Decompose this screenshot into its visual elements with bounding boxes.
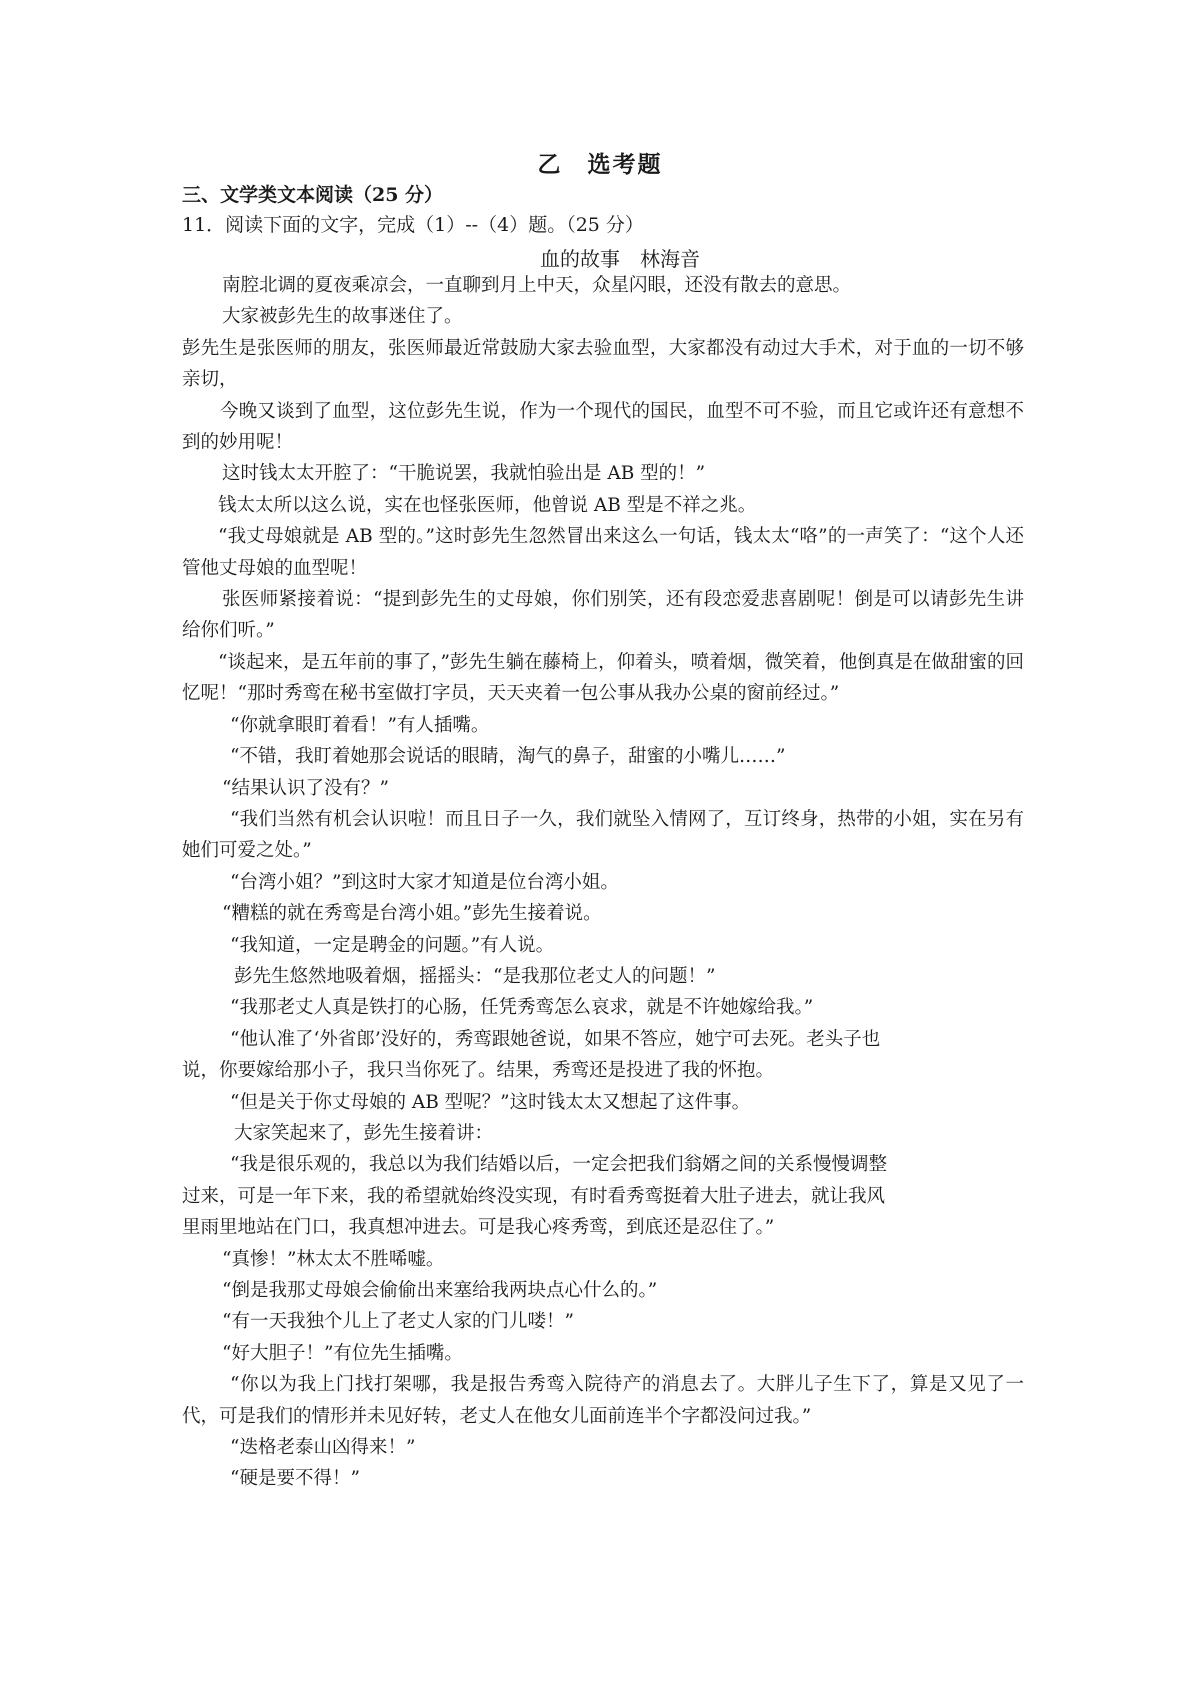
- paragraph: 过来，可是一年下来，我的希望就始终没实现，有时看秀鸾挺着大肚子进去，就让我风: [182, 1185, 886, 1207]
- paragraph: “结果认识了没有？”: [222, 777, 389, 799]
- paragraph: 今晚又谈到了血型，这位彭先生说，作为一个现代的国民，血型不可不验，而且它或许还有意想不到的妙用呢！: [182, 400, 1024, 454]
- paragraph: 张医师紧接着说：“提到彭先生的丈母娘，你们别笑，还有段恋爱悲喜剧呢！倒是可以请彭先生讲给你们听。”: [182, 589, 1024, 642]
- question-heading: 11．阅读下面的文字，完成（1）--（4）题。（25 分）: [182, 214, 644, 236]
- paragraph: “糟糕的就在秀鸾是台湾小姐。”彭先生接着说。: [222, 903, 602, 925]
- paragraph: 钱太太所以这么说，实在也怪张医师，他曾说 AB 型是不祥之兆。: [218, 494, 757, 516]
- paragraph: “我丈母娘就是 AB 型的。”这时彭先生忽然冒出来这么一句话，钱太太“咯”的一声笑了：“这个人还管他丈母娘的血型呢！: [182, 526, 1024, 579]
- paragraph: “倒是我那丈母娘会偷偷出来塞给我两块点心什么的。”: [222, 1280, 658, 1301]
- paragraph: 彭先生悠然地吸着烟，摇摇头：“是我那位老丈人的问题！”: [234, 965, 716, 987]
- story-title: 血的故事 林海音: [540, 247, 700, 271]
- section-title: 乙 选考题: [537, 151, 663, 178]
- paragraph: “硬是要不得！”: [230, 1468, 360, 1490]
- paragraph: 彭先生是张医师的朋友，张医师最近常鼓励大家去验血型，大家都没有动过大手术，对于血的一切不够亲切，: [182, 337, 1024, 391]
- paragraph: “他认准了‘外省郎’没好的，秀鸾跟她爸说，如果不答应，她宁可去死。老头子也: [230, 1028, 881, 1050]
- story-body: [182, 270, 1024, 1495]
- paragraph: 这时钱太太开腔了：“干脆说罢，我就怕验出是 AB 型的！”: [222, 463, 706, 485]
- paragraph: 说，你要嫁给那小子，我只当你死了。结果，秀鸾还是投进了我的怀抱。: [182, 1060, 775, 1082]
- paragraph: “好大胆子！”有位先生插嘴。: [222, 1342, 463, 1364]
- part-heading: 三、文学类文本阅读（25 分）: [182, 184, 444, 206]
- paragraph: “我那老丈人真是铁打的心肠，任凭秀鸾怎么哀求，就是不许她嫁给我。”: [230, 997, 814, 1019]
- paragraph: “有一天我独个儿上了老丈人家的门儿喽！”: [222, 1311, 574, 1333]
- paragraph: 大家笑起来了，彭先生接着讲：: [234, 1122, 494, 1144]
- paragraph: “你就拿眼盯着看！”有人插嘴。: [230, 714, 490, 736]
- paragraph: “真惨！”林太太不胜唏嘘。: [222, 1248, 445, 1270]
- paragraph: “我知道，一定是聘金的问题。”有人说。: [230, 934, 555, 956]
- paragraph: “谈起来，是五年前的事了，”彭先生躺在藤椅上，仰着头，喷着烟，微笑着，他倒真是在做甜蜜的回忆呢！“那时秀鸾在秘书室做打字员，天天夹着一包公事从我办公桌的窗前经过。”: [182, 651, 1024, 705]
- paragraph: “我是很乐观的，我总以为我们结婚以后，一定会把我们翁婿之间的关系慢慢调整: [230, 1154, 887, 1176]
- paragraph: “我们当然有机会认识啦！而且日子一久，我们就坠入情网了，互订终身，热带的小姐，实在另有她们可爱之处。”: [182, 808, 1024, 862]
- paragraph: “迭格老泰山凶得来！”: [230, 1437, 416, 1459]
- paragraph: 南腔北调的夏夜乘凉会，一直聊到月上中天，众星闪眼，还没有散去的意思。: [222, 275, 852, 296]
- paragraph: 大家被彭先生的故事迷住了。: [222, 306, 463, 328]
- paragraph: “台湾小姐？”到这时大家才知道是位台湾小姐。: [230, 871, 619, 893]
- paragraph: “不错，我盯着她那会说话的眼睛，淘气的鼻子，甜蜜的小嘴儿……”: [230, 746, 786, 768]
- paragraph: 里雨里地站在门口，我真想冲进去。可是我心疼秀鸾，到底还是忍住了。”: [182, 1217, 775, 1239]
- paragraph: “你以为我上门找打架哪，我是报告秀鸾入院待产的消息去了。大胖儿子生下了，算是又见了一代，可是我们的情形并未见好转，老丈人在他女儿面前连半个字都没问过我。”: [182, 1374, 1024, 1427]
- paragraph: “但是关于你丈母娘的 AB 型呢？”这时钱太太又想起了这件事。: [230, 1091, 751, 1113]
